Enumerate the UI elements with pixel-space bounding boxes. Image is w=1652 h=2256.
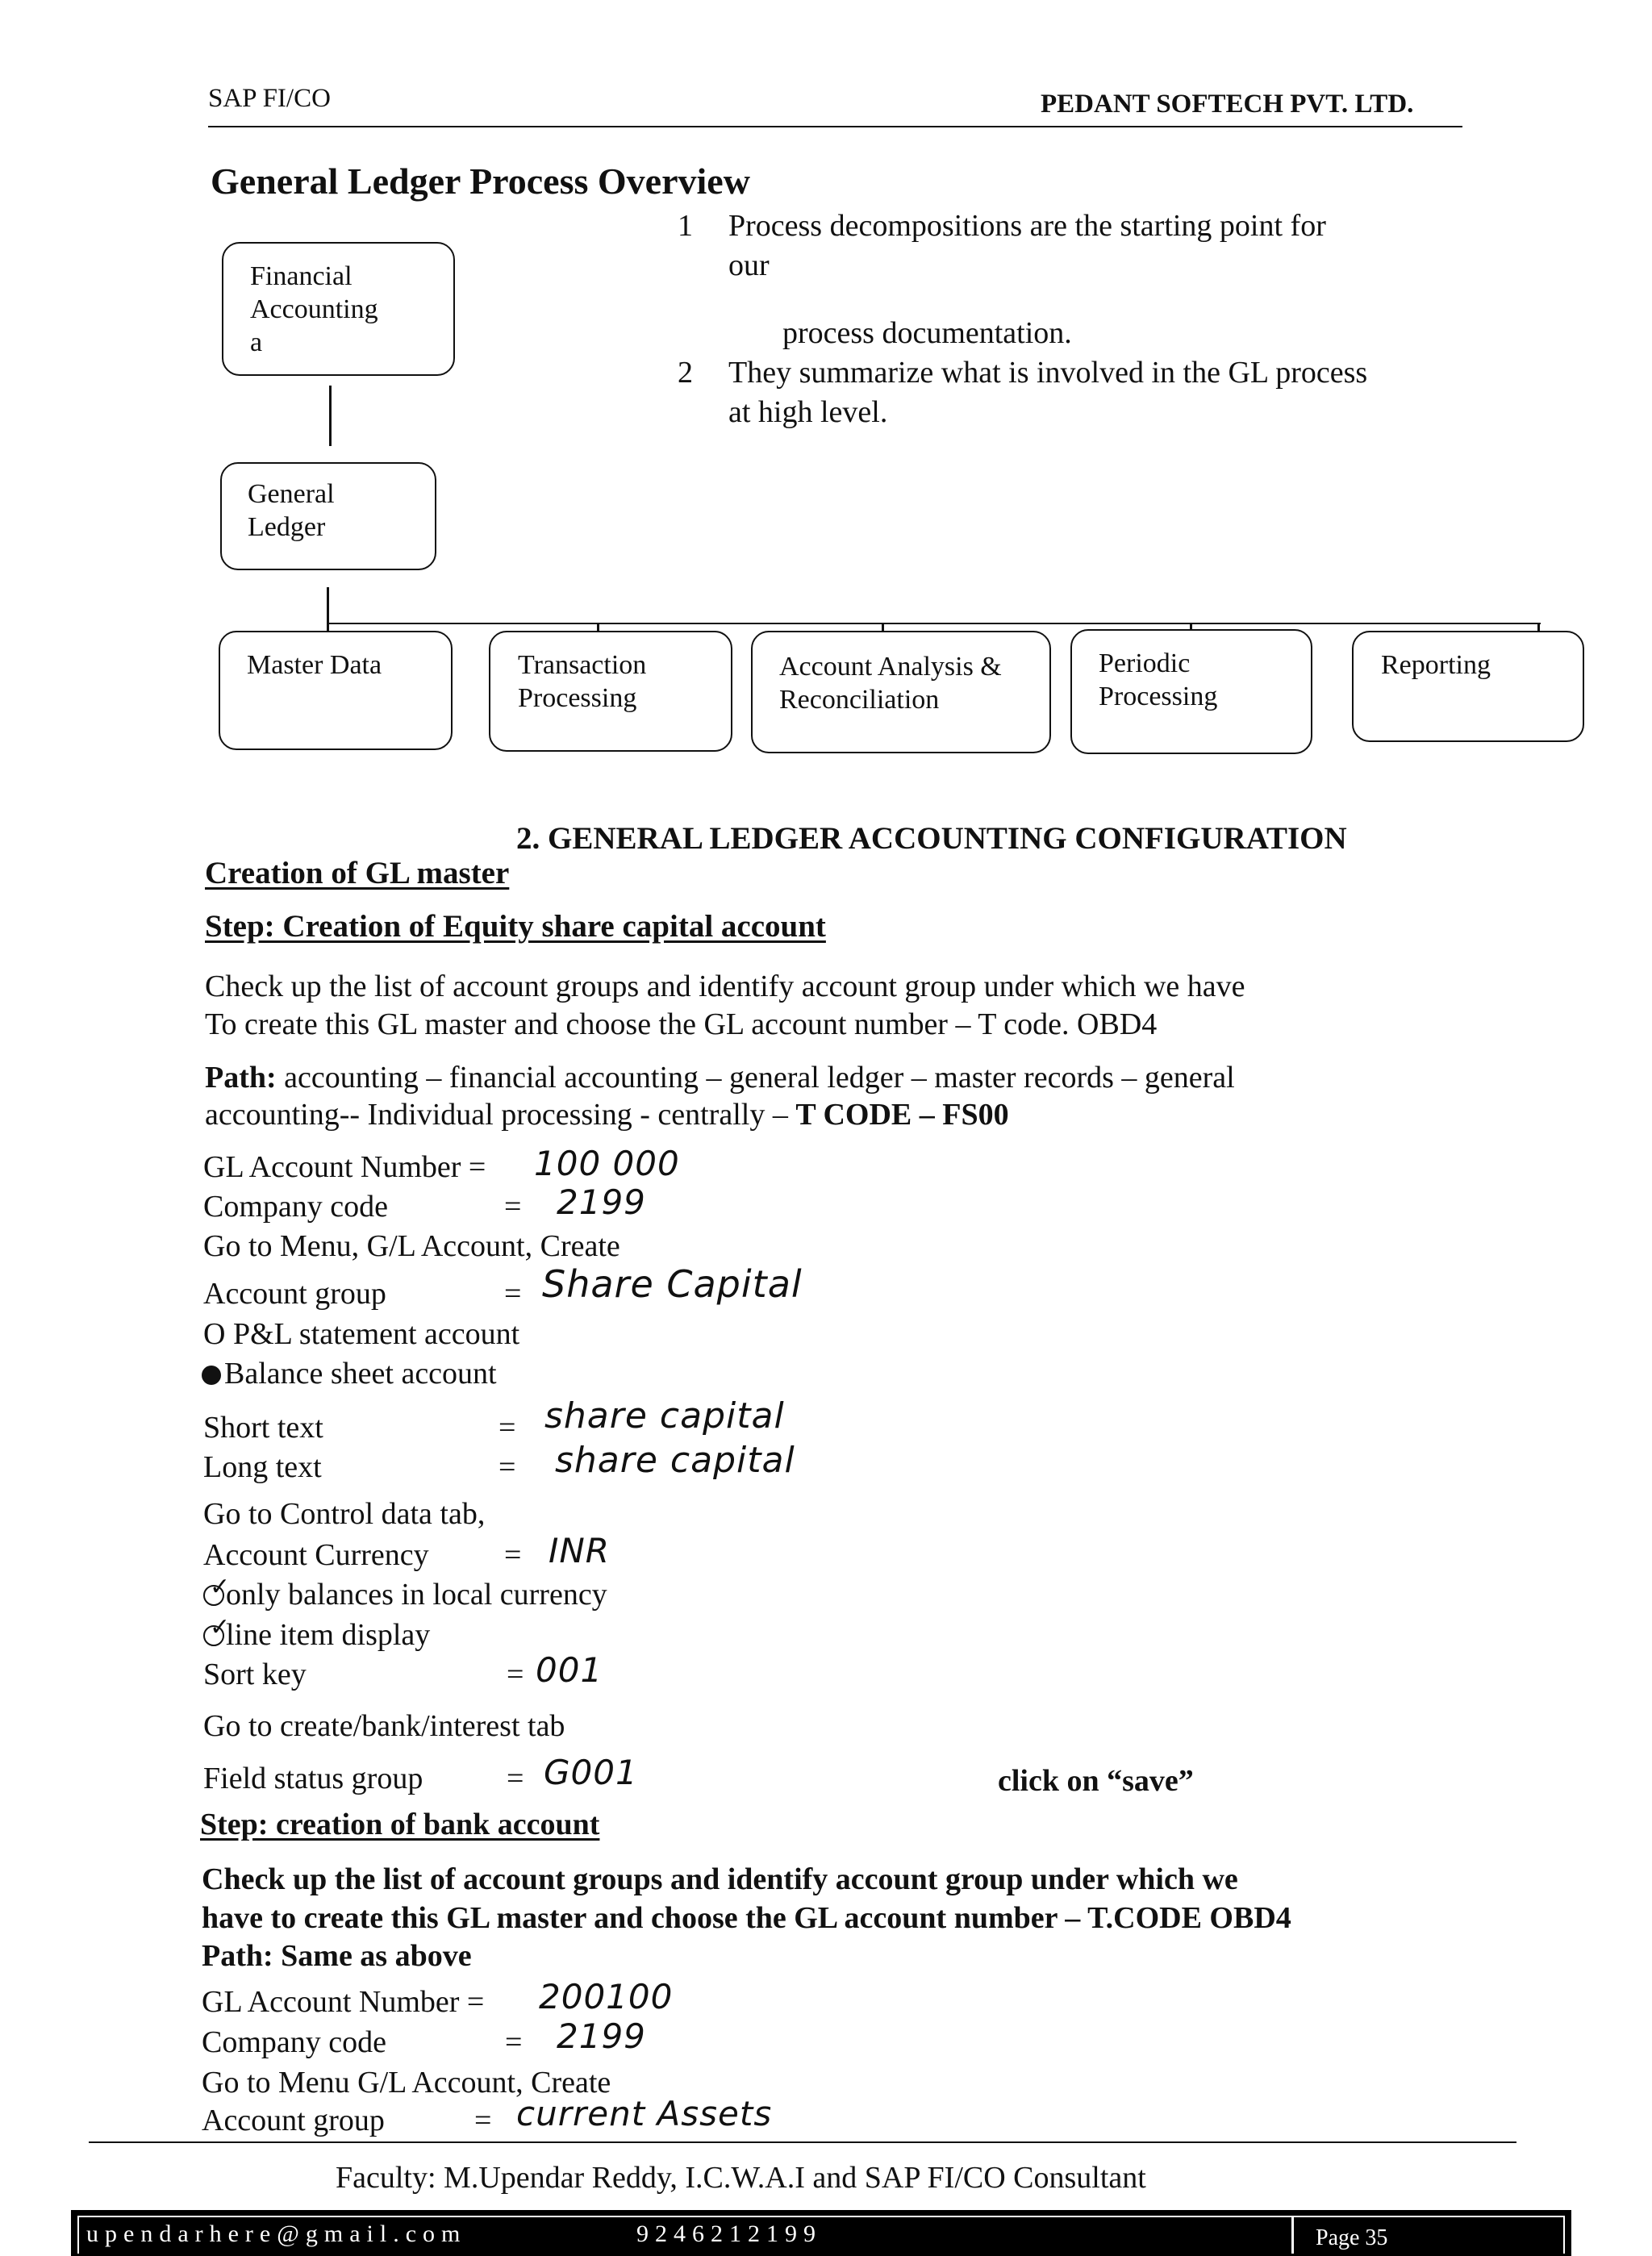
child-label-account-analysis: Account Analysis & Reconciliation — [779, 652, 1002, 715]
footer-rule — [89, 2141, 1516, 2143]
step1-check1-row — [203, 1574, 607, 1612]
step1-path-text1: accounting – financial accounting – general ledger – master records – general — [276, 1061, 1235, 1095]
step1-cur-label: Account Currency — [203, 1538, 429, 1572]
step1-heading: Step: Creation of Equity share capital account — [205, 909, 826, 944]
step2-cc-label: Company code — [202, 2025, 387, 2059]
step2-gl-value: 200100 — [539, 1977, 674, 2016]
step1-ag-eq: = — [504, 1277, 522, 1311]
diagram-mid-label: General Ledger — [248, 479, 335, 542]
header-right: PEDANT SOFTECH PVT. LTD. — [1041, 90, 1414, 119]
step1-ag-value: Share Capital — [542, 1262, 803, 1306]
creation-heading: Creation of GL master — [205, 856, 510, 890]
step2-cc-eq: = — [505, 2025, 523, 2059]
step1-control-tab: Go to Control data tab, — [203, 1497, 486, 1531]
point-1-number: 1 — [678, 209, 693, 243]
footer-phone: 9246212199 — [636, 2221, 822, 2247]
point-2-line2: at high level. — [728, 395, 888, 429]
footer-faculty: Faculty: M.Upendar Reddy, I.C.W.A.I and SAP FI/CO Consultant — [336, 2161, 1146, 2195]
step2-ag-eq: = — [474, 2104, 492, 2137]
step1-cc-eq: = — [504, 1190, 522, 1224]
step1-bs-option: Balance sheet account — [224, 1357, 497, 1391]
child-label-periodic-processing: Periodic Processing — [1099, 648, 1218, 711]
footer-bar — [71, 2210, 1571, 2256]
step1-long-value: share capital — [555, 1440, 795, 1481]
child-label-master-data: Master Data — [247, 650, 382, 680]
radio-filled-icon — [202, 1366, 221, 1385]
step1-fsg-label: Field status group — [203, 1762, 423, 1795]
diagram-child-periodic-processing — [1070, 629, 1312, 754]
step1-fsg-eq: = — [507, 1762, 524, 1795]
step1-check2-row — [203, 1614, 431, 1653]
diagram-mid-box — [220, 462, 436, 570]
step2-cc-value: 2199 — [557, 2016, 646, 2056]
step1-sort-eq: = — [507, 1658, 524, 1691]
step2-path: Path: Same as above — [202, 1939, 472, 1973]
point-2-number: 2 — [678, 356, 693, 390]
step1-bs-row — [202, 1356, 497, 1391]
diagram-root-box — [222, 242, 455, 376]
step1-cur-value: INR — [549, 1531, 610, 1570]
step1-short-value: share capital — [544, 1395, 785, 1437]
save-instruction: click on “save” — [998, 1764, 1194, 1798]
step2-intro-line2: have to create this GL master and choose the GL account number – T.CODE OBD4 — [202, 1901, 1291, 1935]
step1-cc-label: Company code — [203, 1190, 389, 1224]
step1-cc-value: 2199 — [557, 1182, 646, 1222]
diagram-child-master-data — [219, 631, 453, 750]
section-heading: 2. GENERAL LEDGER ACCOUNTING CONFIGURATION — [516, 821, 1347, 856]
page-title: General Ledger Process Overview — [211, 161, 750, 202]
step1-menu: Go to Menu, G/L Account, Create — [203, 1229, 620, 1263]
step2-ag-value: current Assets — [516, 2094, 773, 2133]
step1-tcode: T CODE – FS00 — [795, 1098, 1009, 1132]
step1-long-label: Long text — [203, 1450, 322, 1484]
step2-menu: Go to Menu G/L Account, Create — [202, 2066, 611, 2100]
step1-ag-label: Account group — [203, 1277, 386, 1311]
diagram-root-label: Financial Accounting a — [250, 261, 378, 357]
step2-gl-label: GL Account Number = — [202, 1985, 485, 2019]
point-1-line1: Process decompositions are the starting point for — [728, 209, 1326, 243]
child-label-reporting: Reporting — [1381, 650, 1491, 680]
step1-sort-value: 001 — [536, 1650, 603, 1690]
step1-sort-label: Sort key — [203, 1658, 307, 1691]
checkmark-circle-icon: ✓ — [203, 1625, 224, 1646]
step1-short-label: Short text — [203, 1411, 323, 1445]
step2-ag-label: Account group — [202, 2104, 385, 2137]
step1-create-tab: Go to create/bank/interest tab — [203, 1709, 565, 1743]
footer-email: upendarhere@gmail.com — [86, 2221, 467, 2247]
step1-path-text2: accounting-- Individual processing - centrally – — [205, 1098, 796, 1132]
step1-intro-line1: Check up the list of account groups and identify account group under which we have — [205, 970, 1245, 1003]
step1-pl-option: O P&L statement account — [203, 1317, 520, 1351]
step1-short-eq: = — [499, 1411, 516, 1445]
header-left: SAP FI/CO — [208, 84, 331, 113]
header-rule — [208, 126, 1462, 127]
footer-page: Page 35 — [1316, 2225, 1388, 2250]
diagram-child-reporting — [1352, 631, 1584, 742]
step1-cur-eq: = — [504, 1538, 522, 1572]
diagram-child-transaction-processing — [489, 631, 732, 752]
child-label-transaction-processing: Transaction Processing — [518, 650, 647, 713]
step1-check2-text: line item display — [226, 1618, 431, 1652]
step1-path-label: Path: — [205, 1061, 277, 1095]
step2-intro-line1: Check up the list of account groups and identify account group under which we — [202, 1862, 1238, 1896]
step2-heading: Step: creation of bank account — [200, 1808, 600, 1841]
step1-path-line1 — [205, 1060, 1235, 1095]
checkmark-circle-icon: ✓ — [203, 1585, 224, 1606]
step1-fsg-value: G001 — [544, 1753, 638, 1792]
step1-path-line2 — [205, 1097, 1009, 1132]
step1-intro-line2: To create this GL master and choose the GL account number – T code. OBD4 — [205, 1007, 1158, 1041]
step1-gl-value: 100 000 — [534, 1144, 680, 1183]
connector-root-mid — [329, 386, 332, 446]
diagram-child-account-analysis — [751, 631, 1051, 753]
step1-gl-label: GL Account Number = — [203, 1150, 486, 1184]
point-2-line1: They summarize what is involved in the GL process — [728, 356, 1368, 390]
step1-long-eq: = — [499, 1450, 516, 1484]
point-1-line3: process documentation. — [782, 316, 1072, 350]
step1-check1-text: only balances in local currency — [226, 1578, 607, 1612]
point-1-line2: our — [728, 248, 770, 282]
connector-bus — [327, 623, 1541, 624]
